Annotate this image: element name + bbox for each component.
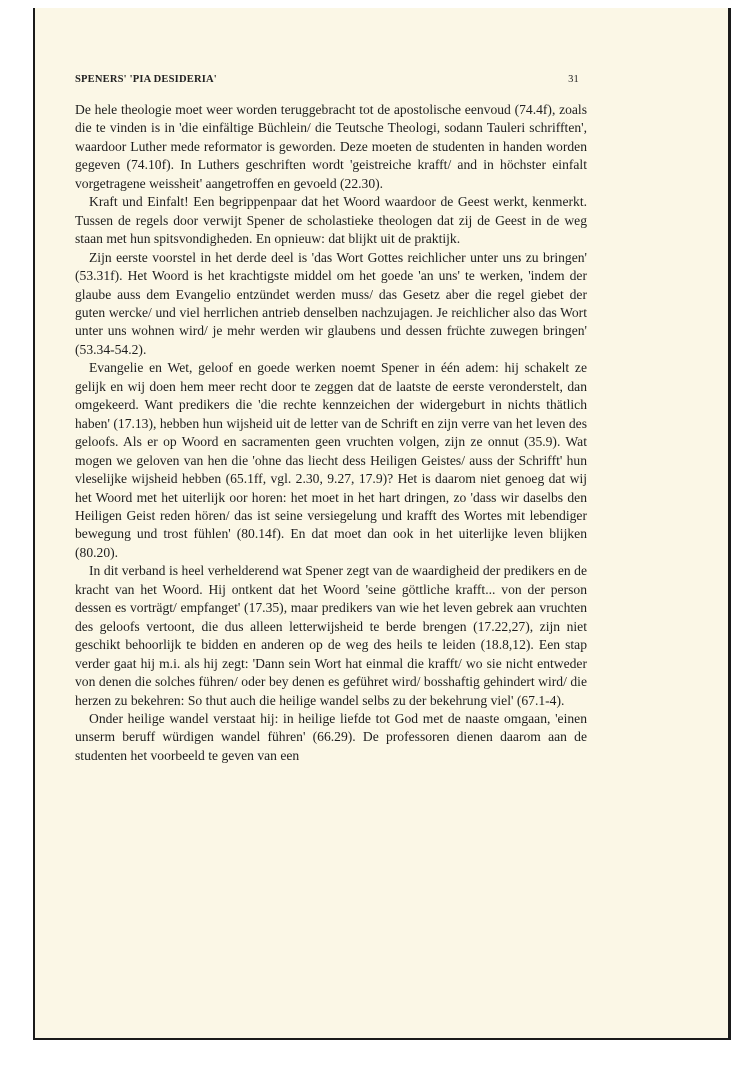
running-title: SPENERS' 'PIA DESIDERIA' bbox=[75, 74, 217, 85]
paragraph: Evangelie en Wet, geloof en goede werken noemt Spener in één adem: hij schakelt ze gelijk en wij doen hem meer recht door te zeggen dat de laatste de eerste veronderstelt, dan omgekeerd. Want predikers die 'die rechte kennzeichen der widergeburt in nichts thätlich haben' (17.13), hebben hun wijsheid uit de letter van de Schrift en zijn verre van het leven des geloofs. Als er op Woord en sacramenten geen vruchten volgen, zijn ze onnut (35.9). Wat mogen we geloven van hen die 'ohne das liecht dess Heiligen Geistes/ auss der Schrifft' hun vleselijke wijsheid hebben (65.1ff, vgl. 2.30, 9.27, 17.9)? Het is daarom niet genoeg dat wij het Woord met het uiterlijk oor horen: het moet in het hart dringen, zo 'dass wir daselbs den Heiligen Geist reden hören/ das ist seine versiegelung und krafft des Wortes mit lebendiger bewegung und trost fühlen' (80.14f). En dat moet dan ook in het uiterlijke leven blijken (80.20). bbox=[75, 360, 587, 560]
book-page bbox=[33, 8, 731, 1040]
body-text bbox=[75, 101, 587, 765]
paragraph: Kraft und Einfalt! Een begrippenpaar dat het Woord waardoor de Geest werkt, kenmerkt. Tussen de regels door verwijt Spener de scholastieke theologen dat zij de Geest in de weg staan met hun spitsvondigheden. En opnieuw: dat blijkt uit de praktijk. bbox=[75, 194, 587, 247]
running-header bbox=[75, 74, 579, 85]
page-number: 31 bbox=[568, 74, 579, 85]
paragraph: De hele theologie moet weer worden teruggebracht tot de apostolische eenvoud (74.4f), zoals die te vinden is in 'die einfältige Büchlein/ die Teutsche Theologi, sodann Tauleri schrifften', waardoor Luther mede reformator is geworden. Deze moeten de studenten in handen worden gegeven (74.10f). In Luthers geschriften wordt 'geistreiche krafft/ and in höchster einfalt vorgetragene weissheit' aangetroffen en gevoeld (22.30). bbox=[75, 102, 587, 191]
paragraph: In dit verband is heel verhelderend wat Spener zegt van de waardigheid der predikers en de kracht van het Woord. Hij ontkent dat het Woord 'seine göttliche krafft... von der person dessen es vorträgt/ empfanget' (17.35), maar predikers van wie het leven gebrek aan vruchten des geloofs vertoont, die dus alleen letterwijsheid te berde brengen (17.22,27), zijn niet geschikt behoorlijk te bidden en anderen op de weg des heils te leiden (18.8,12). Een stap verder gaat hij m.i. als hij zegt: 'Dann sein Wort hat einmal die krafft/ wo sie nicht entweder von denen die solches führen/ oder bey denen es geführet wird/ bosshaftig gehindert wird/ die herzen zu bekehren: So thut auch die heilige wandel selbs zu der bekehrung viel' (67.1-4). bbox=[75, 563, 587, 708]
paragraph: Onder heilige wandel verstaat hij: in heilige liefde tot God met de naaste omgaan, 'einen unserm beruff würdigen wandel führen' (66.29). De professoren dienen daarom aan de studenten het voorbeeld te geven van een bbox=[75, 710, 587, 763]
paragraph: Zijn eerste voorstel in het derde deel is 'das Wort Gottes reichlicher unter uns zu bringen' (53.31f). Het Woord is het krachtigste middel om het goede 'an uns' te werken, 'indem der glaube auss dem Evangelio entzündet werden muss/ das Gesetz aber die regel giebet der guten wercke/ und viel herrlichen antrieb denselben nachzujagen. Je reichlicher also das Wort unter uns wohnen wird/ je mehr werden wir glaubens und dessen früchte zuwegen bringen' (53.34-54.2). bbox=[75, 249, 587, 357]
